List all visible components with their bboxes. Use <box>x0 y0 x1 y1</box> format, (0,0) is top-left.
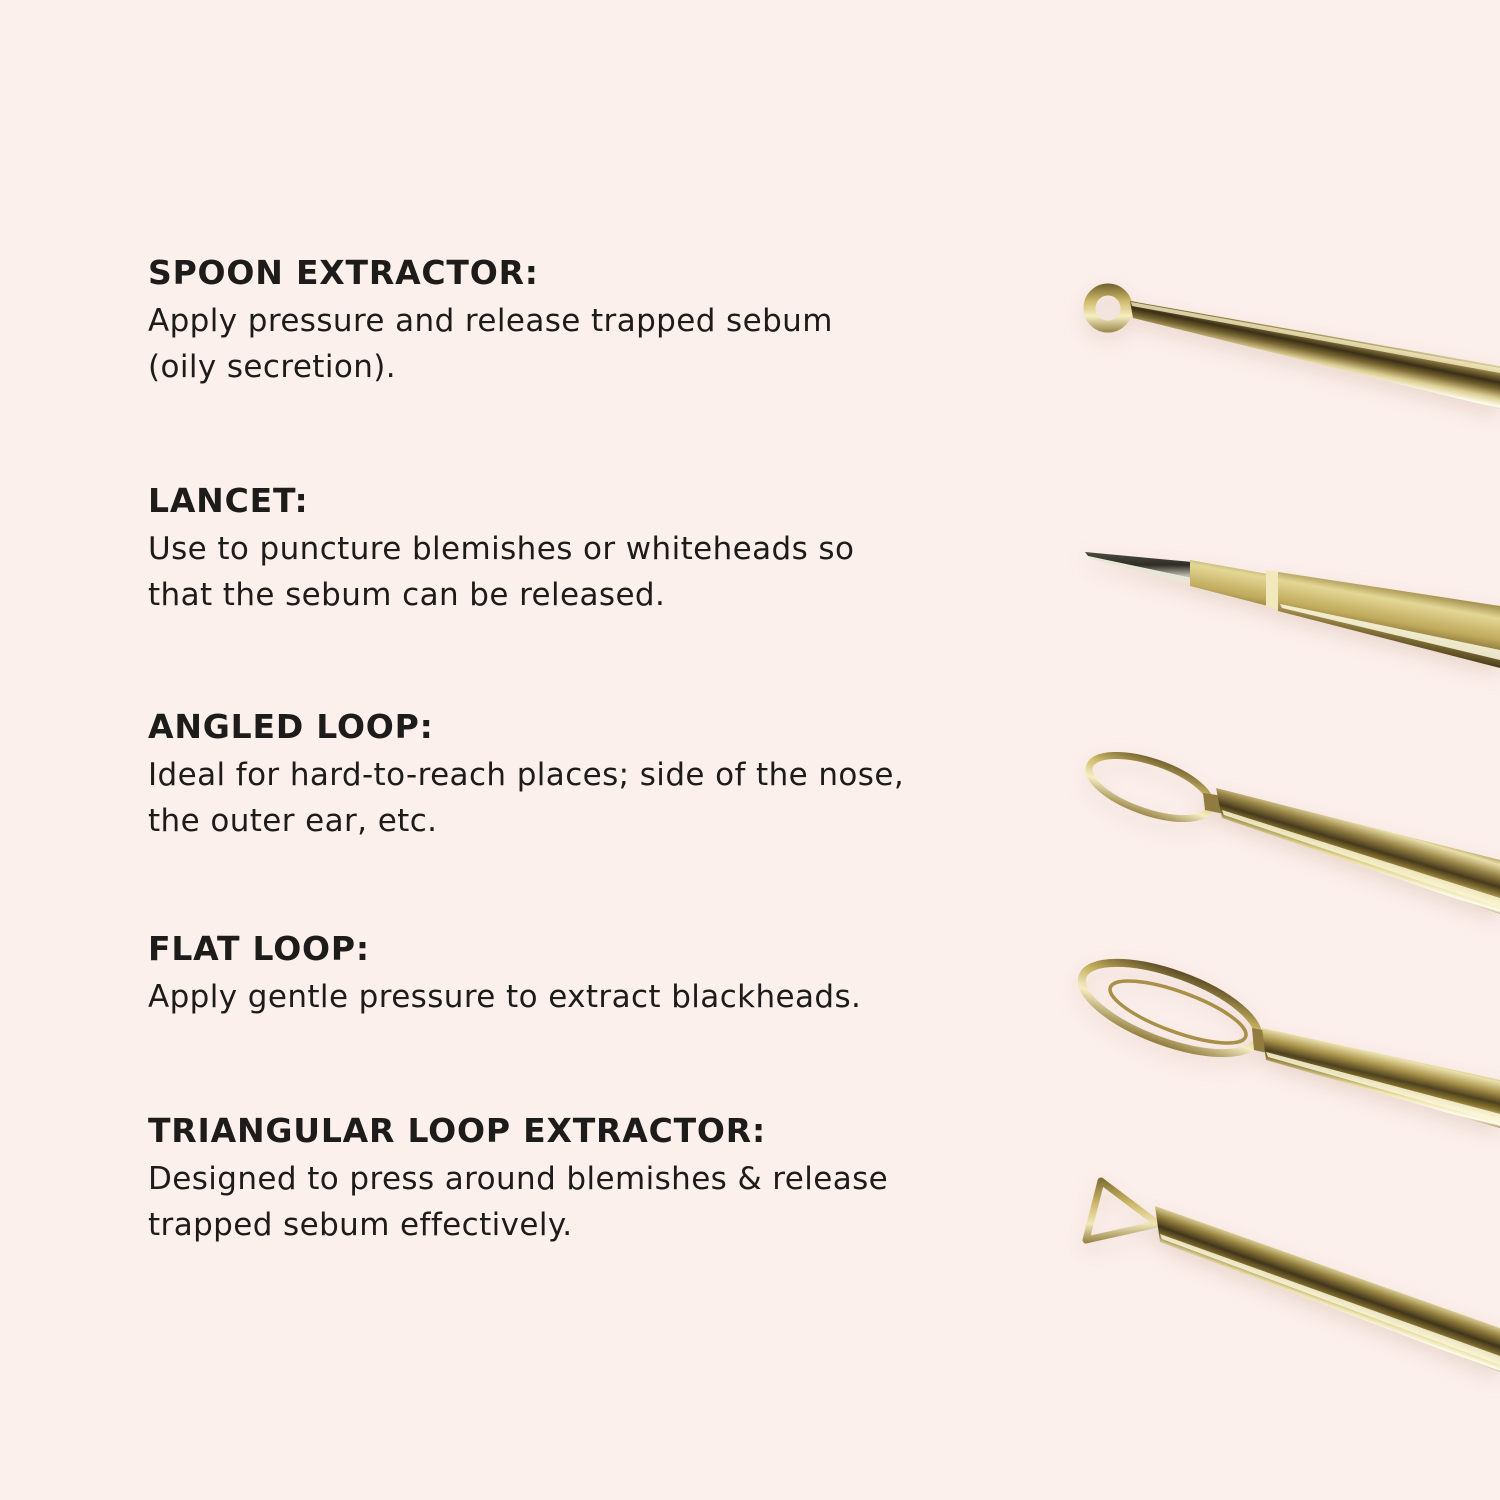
section-body-line: Apply gentle pressure to extract blackheads. <box>148 979 862 1015</box>
section-body-line: Apply pressure and release trapped sebum <box>148 303 833 339</box>
spoon-extractor-tip-photo <box>1090 290 1500 410</box>
section-heading: SPOON EXTRACTOR: <box>148 253 539 292</box>
section-spoon-extractor <box>148 250 1048 390</box>
tools-photo-strip <box>1050 250 1500 1400</box>
section-body-line: Ideal for hard-to-reach places; side of the nose, <box>148 757 905 793</box>
section-body-line: the outer ear, etc. <box>148 803 438 839</box>
section-body-line: Use to puncture blemishes or whiteheads so <box>148 531 855 567</box>
lancet-tip-photo <box>1085 552 1500 668</box>
section-body-line: (oily secretion). <box>148 349 397 385</box>
flat-loop-tip-photo <box>1071 944 1500 1128</box>
section-heading: LANCET: <box>148 481 309 520</box>
section-heading: TRIANGULAR LOOP EXTRACTOR: <box>148 1111 766 1150</box>
section-heading: FLAT LOOP: <box>148 929 370 968</box>
section-heading: ANGLED LOOP: <box>148 707 434 746</box>
section-body-line: that the sebum can be released. <box>148 577 666 613</box>
section-lancet <box>148 478 1048 618</box>
section-angled-loop <box>148 704 1048 844</box>
section-triangular-loop-extractor <box>148 1108 1048 1248</box>
section-flat-loop <box>148 926 1048 1020</box>
section-body-line: trapped sebum effectively. <box>148 1207 573 1243</box>
triangular-loop-tip-photo <box>1086 1181 1500 1372</box>
angled-loop-tip-photo <box>1081 743 1500 914</box>
section-body-line: Designed to press around blemishes & release <box>148 1161 889 1197</box>
